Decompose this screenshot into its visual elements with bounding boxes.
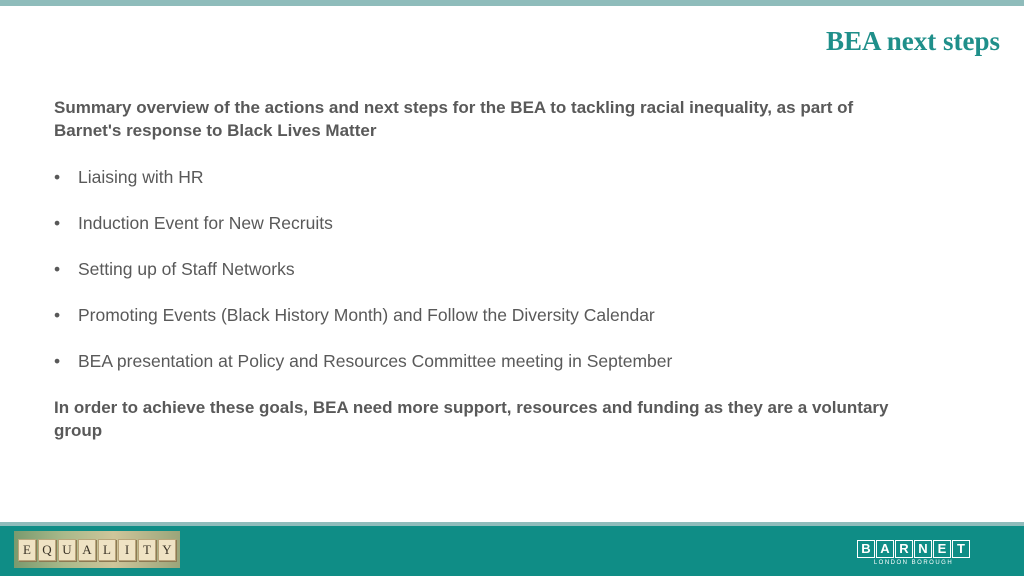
slide-content: [54, 96, 914, 442]
letter-tile: Y: [158, 539, 176, 561]
letter-tile: L: [98, 539, 116, 561]
letter-tile: T: [138, 539, 156, 561]
barnet-subtitle: LONDON BOROUGH: [873, 560, 954, 566]
list-item: [54, 304, 914, 327]
barnet-letter: B: [857, 540, 875, 558]
equality-logo: [14, 531, 180, 568]
bullet-dot: •: [54, 305, 61, 325]
bullet-text: BEA presentation at Policy and Resources Committee meeting in September: [78, 351, 673, 371]
bullet-text: Setting up of Staff Networks: [78, 259, 295, 279]
bullet-text: Promoting Events (Black History Month) and Follow the Diversity Calendar: [78, 305, 655, 325]
closing-text: In order to achieve these goals, BEA need more support, resources and funding as they are a voluntary group: [54, 398, 889, 440]
barnet-letter: R: [895, 540, 913, 558]
slide-title: BEA next steps: [825, 26, 1000, 56]
bullet-dot: •: [54, 351, 61, 371]
barnet-letter: T: [952, 540, 970, 558]
letter-tile: U: [58, 539, 76, 561]
bullet-dot: •: [54, 213, 61, 233]
footer-accent-line: [0, 522, 1024, 526]
list-item: [54, 212, 914, 235]
barnet-letters: [857, 540, 970, 558]
top-accent-bar: [0, 0, 1024, 6]
list-item: [54, 258, 914, 281]
bullet-list: [54, 166, 914, 373]
bullet-dot: •: [54, 167, 61, 187]
letter-tile: I: [118, 539, 136, 561]
barnet-logo: [857, 540, 970, 566]
letter-tile: Q: [38, 539, 56, 561]
barnet-letter: N: [914, 540, 932, 558]
letter-tile: E: [18, 539, 36, 561]
bullet-text: Liaising with HR: [78, 167, 204, 187]
list-item: [54, 166, 914, 189]
barnet-letter: A: [876, 540, 894, 558]
intro-text: Summary overview of the actions and next steps for the BEA to tackling racial inequality, as part of Barnet's response to Black Lives Matter: [54, 98, 854, 140]
list-item: [54, 350, 914, 373]
barnet-letter: E: [933, 540, 951, 558]
letter-tile: A: [78, 539, 96, 561]
bullet-dot: •: [54, 259, 61, 279]
bullet-text: Induction Event for New Recruits: [78, 213, 333, 233]
